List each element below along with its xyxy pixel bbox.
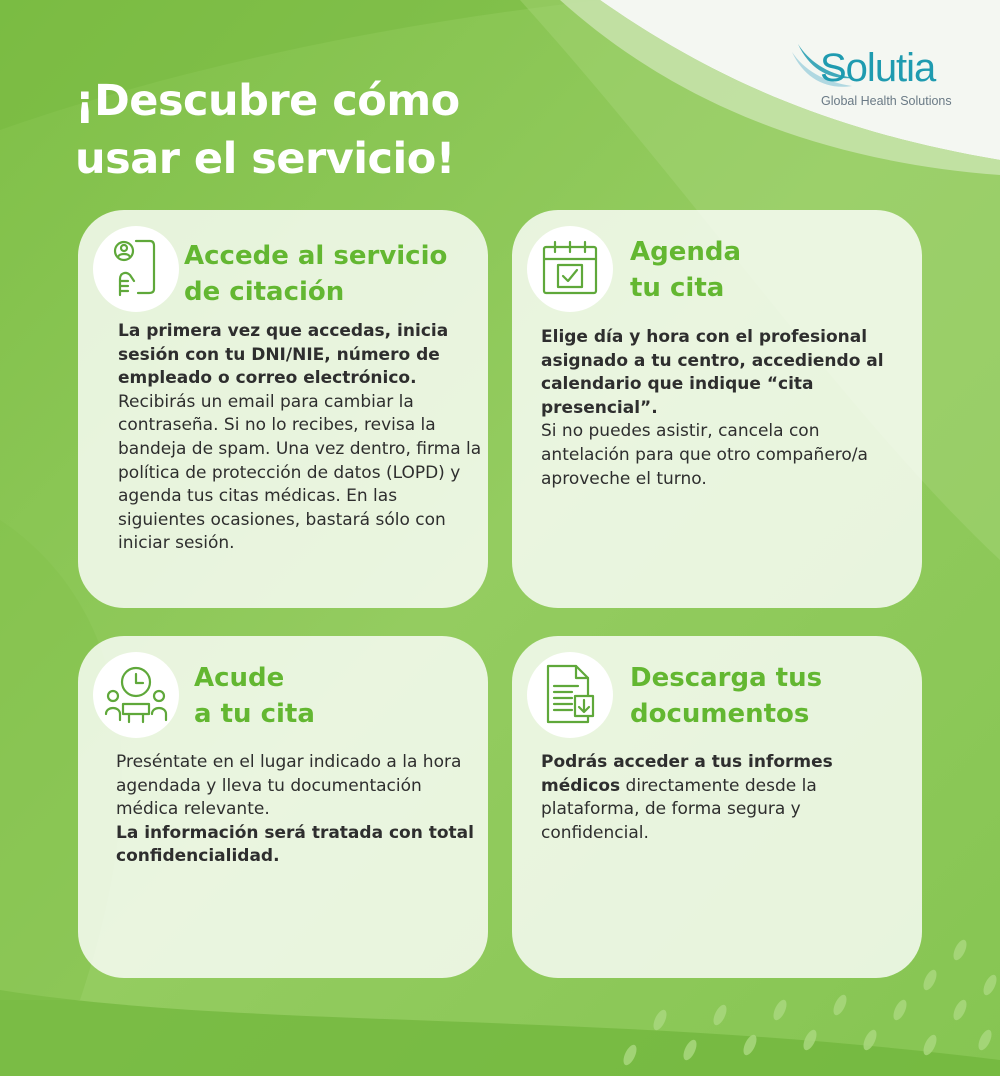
card-body-bold: Podrás acceder a tus informes médicos — [541, 752, 833, 796]
card-body-bold: Elige día y hora con el profesional asignado a tu centro, accediendo al calendario que indique “cita presencial”. — [541, 327, 884, 418]
card-title: Descarga tus documentos — [630, 663, 823, 729]
card-body — [541, 751, 881, 845]
logo-tagline: Global Health Solutions — [821, 94, 952, 108]
card-title: Acude a tu cita — [194, 663, 315, 729]
card-body-text: directamente desde la plataforma, de forma segura y confidencial. — [541, 775, 817, 843]
card-attend-appointment — [78, 636, 488, 978]
document-download-icon — [527, 652, 613, 738]
card-body — [541, 326, 901, 491]
card-body-bold: La información será tratada con total confidencialidad. — [116, 822, 474, 867]
calendar-check-icon — [527, 226, 613, 312]
meeting-clock-icon — [93, 652, 179, 738]
card-download-documents — [512, 636, 922, 978]
card-body-bold: La primera vez que accedas, inicia sesión con tu DNI/NIE, número de empleado o correo electrónico. — [118, 321, 449, 389]
card-access-service — [78, 210, 488, 608]
card-title: Accede al servicio de citación — [184, 241, 448, 307]
card-body — [116, 751, 476, 869]
card-schedule-appointment — [512, 210, 922, 608]
logo-wordmark: Solutia — [820, 46, 936, 90]
page-title: ¡Descubre cómo usar el servicio! — [75, 76, 460, 184]
solutia-logo — [790, 30, 980, 120]
card-body-text: Si no puedes asistir, cancela con antelación para que otro compañero/a aproveche el turno. — [541, 421, 868, 489]
card-body — [118, 320, 483, 556]
card-body-text: Preséntate en el lugar indicado a la hora agendada y lleva tu documentación médica relevante. — [116, 752, 462, 820]
card-body-text: Recibirás un email para cambiar la contraseña. Si no lo recibes, revisa la bandeja de spam. Una vez dentro, firma la política de protección de datos (LOPD) y agenda tus citas médicas. En las siguientes ocasiones, bastará sólo con iniciar sesión. — [118, 391, 482, 554]
user-phone-icon — [93, 226, 179, 312]
card-title: Agenda tu cita — [630, 237, 742, 303]
